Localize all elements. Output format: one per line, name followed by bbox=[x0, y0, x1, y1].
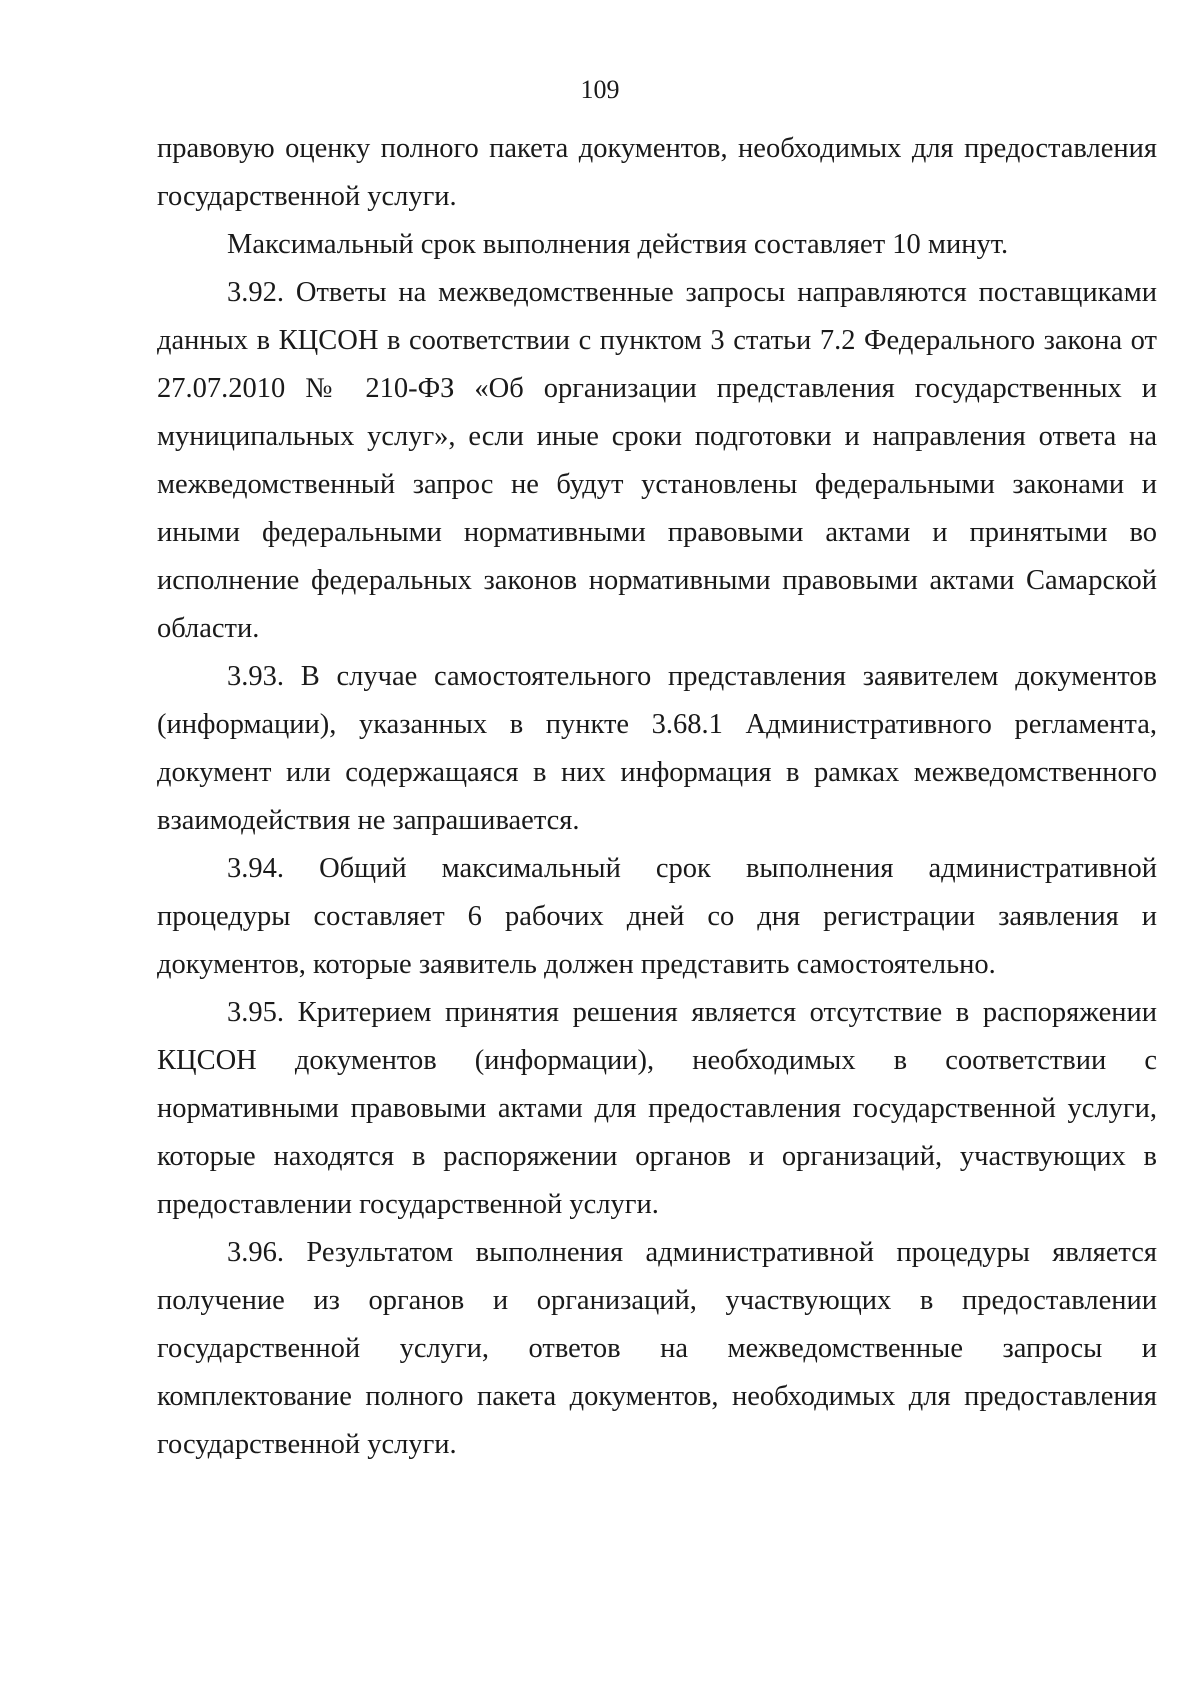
paragraph-3-92: 3.92. Ответы на межведомственные запросы направляются поставщиками данных в КЦСОН в соответствии с пунктом 3 статьи 7.2 Федерального закона от 27.07.2010 № 210-ФЗ «Об организации представления государственных и муниципальных услуг», если иные сроки подготовки и направления ответа на межведомственный запрос не будут установлены федеральными законами и иными федеральными нормативными правовыми актами и принятыми во исполнение федеральных законов нормативными правовыми актами Самарской области. bbox=[157, 277, 1157, 644]
paragraph-max-time: Максимальный срок выполнения действия составляет 10 минут. bbox=[227, 229, 1009, 260]
document-body bbox=[157, 125, 1157, 1469]
paragraph-3-95: 3.95. Критерием принятия решения является отсутствие в распоряжении КЦСОН документов (информации), необходимых в соответствии с нормативными правовыми актами для предоставления государственной услуги, которые находятся в распоряжении органов и организаций, участвующих в предоставлении государственной услуги. bbox=[157, 997, 1157, 1220]
paragraph-3-93: 3.93. В случае самостоятельного представления заявителем документов (информации), указанных в пункте 3.68.1 Административного регламента, документ или содержащаяся в них информация в рамках межведомственного взаимодействия не запрашивается. bbox=[157, 661, 1157, 836]
page-number: 109 bbox=[580, 75, 620, 104]
paragraph-3-94: 3.94. Общий максимальный срок выполнения административной процедуры составляет 6 рабочих дней со дня регистрации заявления и документов, которые заявитель должен представить самостоятельно. bbox=[157, 853, 1157, 980]
paragraph-continuation: правовую оценку полного пакета документов, необходимых для предоставления государственной услуги. bbox=[157, 133, 1157, 212]
paragraph-3-96: 3.96. Результатом выполнения административной процедуры является получение из органов и организаций, участвующих в предоставлении государственной услуги, ответов на межведомственные запросы и комплектование полного пакета документов, необходимых для предоставления государственной услуги. bbox=[157, 1237, 1157, 1460]
